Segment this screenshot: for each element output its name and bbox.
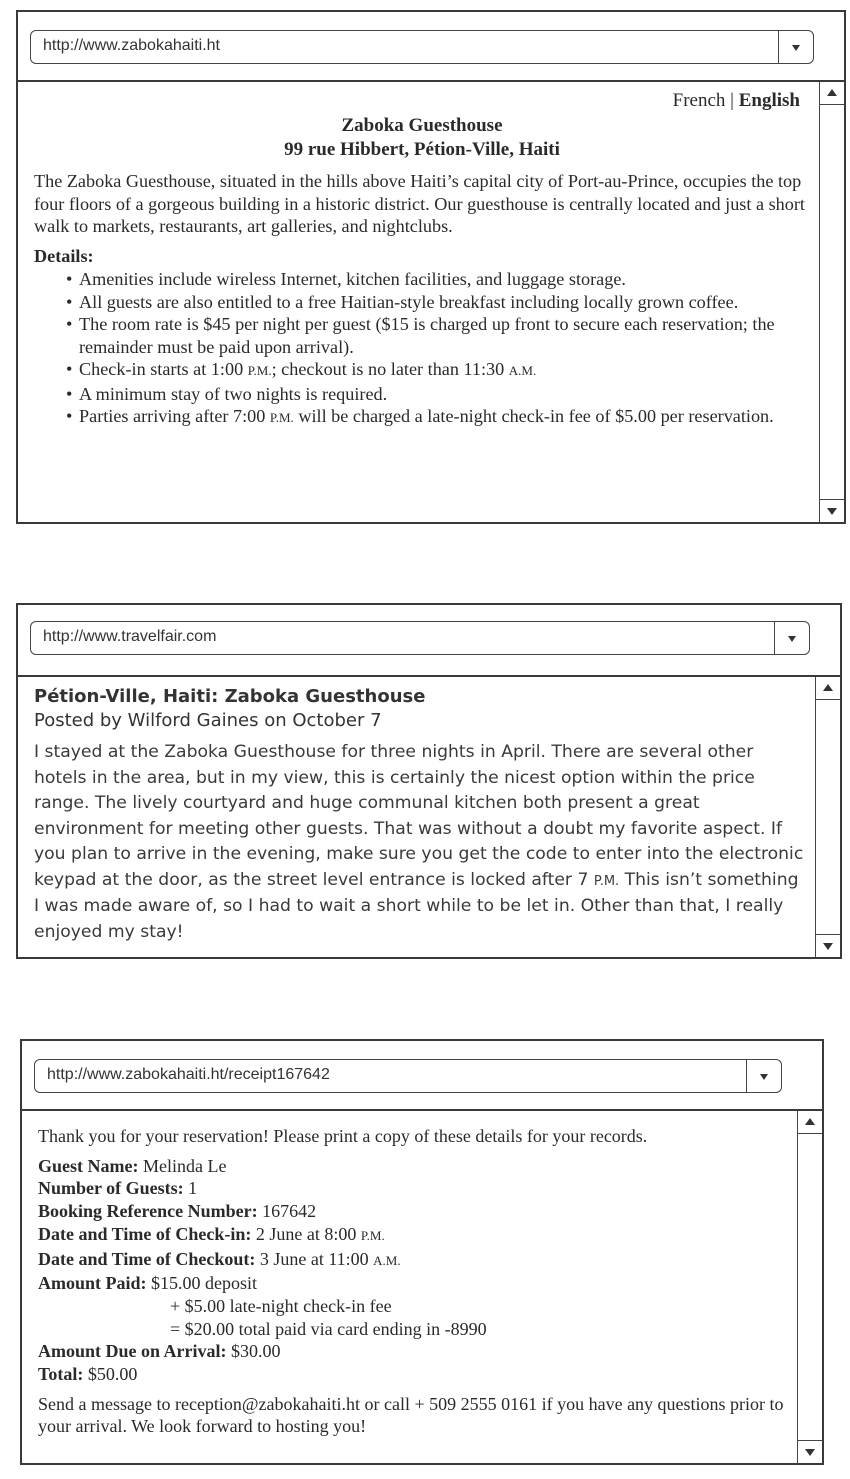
intro-paragraph: The Zaboka Guesthouse, situated in the hills above Haiti’s capital city of Port-au-Prince, occupies the top four floors of a gorgeous building in a historic district. Our guesthouse is centrally located and just a short walk to markets, restaurants, art galleries, and nightclubs. bbox=[34, 171, 805, 236]
amount-paid-fee-line: + $5.00 late-night check-in fee bbox=[170, 1295, 392, 1316]
contact-message: Send a message to reception@zabokahaiti.ht or call + 509 2555 0161 if you have any questions prior to your arrival. We look forward to hosting you! bbox=[38, 1393, 784, 1437]
thanks-message: Thank you for your reservation! Please print a copy of these details for your records. bbox=[38, 1126, 648, 1146]
url-text[interactable]: http://www.zabokahaiti.ht bbox=[43, 37, 220, 54]
lang-separator: | bbox=[730, 90, 734, 111]
total-row: Total: $50.00 bbox=[38, 1364, 138, 1385]
review-text: I stayed at the Zaboka Guesthouse for three nights in April. There are several other hotels in the area, but in my view, this is certainly the nicest option within the price range. The lively courtyard and huge communal kitchen both present a great environment for meeting other guests. That was without a doubt my favorite aspect. If you plan to arrive in the evening, make sure you get the code to enter into the electronic keypad at the door, as the street level entrance is locked after 7 P.M. This isn’t something I was made aware of, so I had to wait a short while to be let in. Other than that, I really enjoyed my stay! bbox=[34, 742, 804, 942]
url-text[interactable]: http://www.travelfair.com bbox=[43, 628, 217, 645]
scrollbar[interactable] bbox=[819, 82, 844, 522]
guesthouse-browser-window bbox=[16, 10, 846, 524]
guest-count-row: Number of Guests: 1 bbox=[38, 1178, 198, 1199]
lang-english-link[interactable]: English bbox=[738, 90, 800, 111]
arrow-up-icon bbox=[827, 89, 837, 96]
url-dropdown-button[interactable] bbox=[774, 622, 809, 654]
guest-name-row: Guest Name: Melinda Le bbox=[38, 1155, 227, 1176]
guesthouse-name: Zaboka Guesthouse bbox=[341, 115, 503, 136]
review-body bbox=[34, 740, 806, 945]
page-content bbox=[34, 82, 810, 522]
list-item: • The room rate is $45 per night per guest ($15 is charged up front to secure each reservation; the remainder must be paid upon arrival). bbox=[66, 313, 810, 358]
scrollbar[interactable] bbox=[797, 1111, 822, 1463]
arrow-down-icon bbox=[827, 508, 837, 515]
amount-paid-row: Amount Paid: $15.00 deposit bbox=[38, 1273, 258, 1294]
scroll-up-button[interactable] bbox=[820, 82, 844, 105]
receipt-browser-window bbox=[20, 1039, 824, 1465]
address-bar[interactable] bbox=[34, 1059, 782, 1093]
list-item: • All guests are also entitled to a free Haitian-style breakfast including locally grown coffee. bbox=[66, 291, 810, 314]
booking-ref-row: Booking Reference Number: 167642 bbox=[38, 1201, 317, 1222]
review-browser-window bbox=[16, 603, 842, 959]
list-item: • Amenities include wireless Internet, kitchen facilities, and luggage storage. bbox=[66, 268, 810, 291]
checkin-row: Date and Time of Check-in: 2 June at 8:00 P.M. bbox=[38, 1223, 385, 1244]
chevron-down-icon bbox=[760, 1074, 768, 1080]
language-switcher bbox=[673, 90, 800, 112]
scrollbar[interactable] bbox=[815, 677, 840, 957]
url-dropdown-button[interactable] bbox=[746, 1060, 781, 1092]
amount-due-row: Amount Due on Arrival: $30.00 bbox=[38, 1341, 281, 1362]
scroll-down-button[interactable] bbox=[798, 1440, 822, 1463]
arrow-down-icon bbox=[805, 1449, 815, 1456]
lang-french-link[interactable]: French bbox=[672, 90, 726, 111]
checkout-row: Date and Time of Checkout: 3 June at 11:00 A.M. bbox=[38, 1248, 401, 1269]
receipt-body bbox=[38, 1125, 788, 1438]
address-bar[interactable] bbox=[30, 30, 814, 64]
page-content bbox=[34, 677, 806, 957]
amount-paid-total-line: = $20.00 total paid via card ending in -8990 bbox=[170, 1318, 487, 1339]
scroll-down-button[interactable] bbox=[820, 499, 844, 522]
arrow-down-icon bbox=[823, 943, 833, 950]
page-pane bbox=[22, 1109, 822, 1463]
list-item: • Check-in starts at 1:00 P.M.; checkout is no later than 11:30 A.M. bbox=[66, 358, 810, 383]
url-dropdown-button[interactable] bbox=[778, 31, 813, 63]
chevron-down-icon bbox=[788, 636, 796, 642]
review-byline: Posted by Wilford Gaines on October 7 bbox=[34, 710, 382, 731]
arrow-up-icon bbox=[805, 1118, 815, 1125]
details-heading: Details: bbox=[34, 245, 94, 266]
chevron-down-icon bbox=[792, 45, 800, 51]
page-pane bbox=[18, 80, 844, 522]
review-header bbox=[34, 685, 425, 733]
arrow-up-icon bbox=[823, 684, 833, 691]
details-list bbox=[34, 268, 810, 430]
review-title: Pétion-Ville, Haiti: Zaboka Guesthouse bbox=[34, 686, 426, 707]
list-item: • A minimum stay of two nights is required. bbox=[66, 383, 810, 406]
scroll-up-button[interactable] bbox=[798, 1111, 822, 1134]
address-bar[interactable] bbox=[30, 621, 810, 655]
page-title bbox=[34, 114, 810, 162]
url-text[interactable]: http://www.zabokahaiti.ht/receipt167642 bbox=[47, 1066, 330, 1083]
page-body bbox=[34, 170, 810, 430]
list-item: • Parties arriving after 7:00 P.M. will be charged a late-night check-in fee of $5.00 per reservation. bbox=[66, 405, 810, 430]
page-pane bbox=[18, 675, 840, 957]
guesthouse-address: 99 rue Hibbert, Pétion-Ville, Haiti bbox=[284, 139, 560, 160]
scroll-down-button[interactable] bbox=[816, 934, 840, 957]
scroll-up-button[interactable] bbox=[816, 677, 840, 700]
page-content bbox=[38, 1111, 788, 1463]
